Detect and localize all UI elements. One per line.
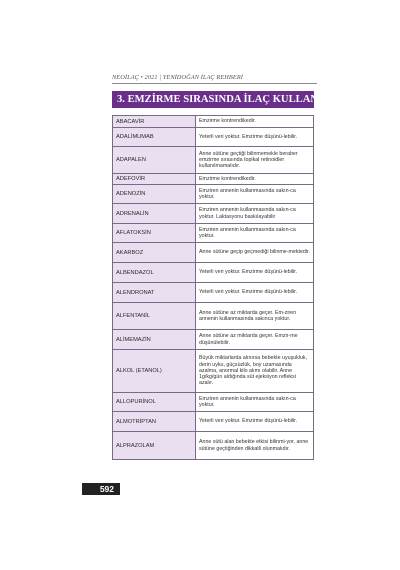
description-cell: Emzirme kontrendikedir. [196, 116, 314, 128]
table-row [113, 330, 314, 350]
description-cell: Emziren annenin kullanmasında sakın-ca yoktur. [196, 393, 314, 412]
drug-name-cell: AFLATOKSİN [113, 224, 196, 243]
description-cell: Emziren annenin kullanmasında sakın-ca yoktur. Laktasyonu baskılayabilir [196, 204, 314, 224]
drug-table [112, 115, 314, 460]
table-row [113, 204, 314, 224]
drug-name-cell: ABACAVİR [113, 116, 196, 128]
table-row [113, 147, 314, 174]
table-row [113, 432, 314, 460]
description-cell: Emziren annenin kullanmasında sakın-ca yoktur. [196, 224, 314, 243]
table-row [113, 412, 314, 432]
description-cell: Anne sütüne geçip geçmediği bilinme-mektedir. [196, 243, 314, 263]
drug-name-cell: ALMOTRİPTAN [113, 412, 196, 432]
header-divider [112, 83, 317, 84]
table-row [113, 128, 314, 147]
description-cell: Emzirme kontrendikedir. [196, 174, 314, 185]
table-row [113, 174, 314, 185]
drug-name-cell: ADRENALİN [113, 204, 196, 224]
table-row [113, 350, 314, 393]
table-row [113, 393, 314, 412]
description-cell: Yeterli veri yoktur. Emzirme düşünü-lebilir. [196, 128, 314, 147]
description-cell: Yeterli veri yoktur. Emzirme düşünü-lebilir. [196, 283, 314, 303]
table-row [113, 185, 314, 204]
drug-name-cell: ADALİMUMAB [113, 128, 196, 147]
drug-name-cell: AKARBOZ [113, 243, 196, 263]
description-cell: Emziren annenin kullanmasında sakın-ca yoktur. [196, 185, 314, 204]
drug-name-cell: ALENDRONAT [113, 283, 196, 303]
description-cell: Anne sütüne az miktarda geçer. Em-ziren annenin kullanmasında sakınca yoktur. [196, 303, 314, 330]
section-title: 3. EMZİRME SIRASINDA İLAÇ KULLANIMI [112, 91, 314, 108]
description-cell: Anne sütüne az miktarda geçer. Emzir-me düşünülebilir. [196, 330, 314, 350]
description-cell: Büyük miktarlarda alınırsa bebekte uyuşukluk, derin uyku, güçsüzlük, boy uzamasında azalma, anormal kilo alımı olabilir. Anne 1g/kg/gün aldığında süt ejeksiyon refleksi azalır. [196, 350, 314, 393]
description-cell: Anne sütü alan bebekte etkisi bilinmi-yor, anne sütüne geçtiğinden dikkatli olunmalıdır. [196, 432, 314, 460]
table-row [113, 243, 314, 263]
drug-name-cell: ALFENTANİL [113, 303, 196, 330]
table-row [113, 303, 314, 330]
table-row [113, 283, 314, 303]
running-header: NEOİLAÇ • 2021 | YENİDOĞAN İLAÇ REHBERİ [112, 74, 243, 81]
drug-name-cell: ADAPALEN [113, 147, 196, 174]
drug-name-cell: ALİMEMAZİN [113, 330, 196, 350]
page-number: 592 [82, 483, 120, 495]
drug-name-cell: ALLOPURİNOL [113, 393, 196, 412]
description-cell: Yeterli veri yoktur. Emzirme düşünü-lebilir. [196, 263, 314, 283]
table-row [113, 116, 314, 128]
drug-name-cell: ADENOZİN [113, 185, 196, 204]
description-cell: Yeterli veri yoktur. Emzirme düşünü-lebilir. [196, 412, 314, 432]
description-cell: Anne sütüne geçtiği bilinmemekle beraber emzirme sırasında topikal retinoidler kullanılmamalıdır. [196, 147, 314, 174]
drug-name-cell: ALBENDAZOL [113, 263, 196, 283]
drug-name-cell: ALPRAZOLAM [113, 432, 196, 460]
table-row [113, 263, 314, 283]
drug-name-cell: ADEFOVİR [113, 174, 196, 185]
table-row [113, 224, 314, 243]
drug-name-cell: ALKOL (ETANOL) [113, 350, 196, 393]
